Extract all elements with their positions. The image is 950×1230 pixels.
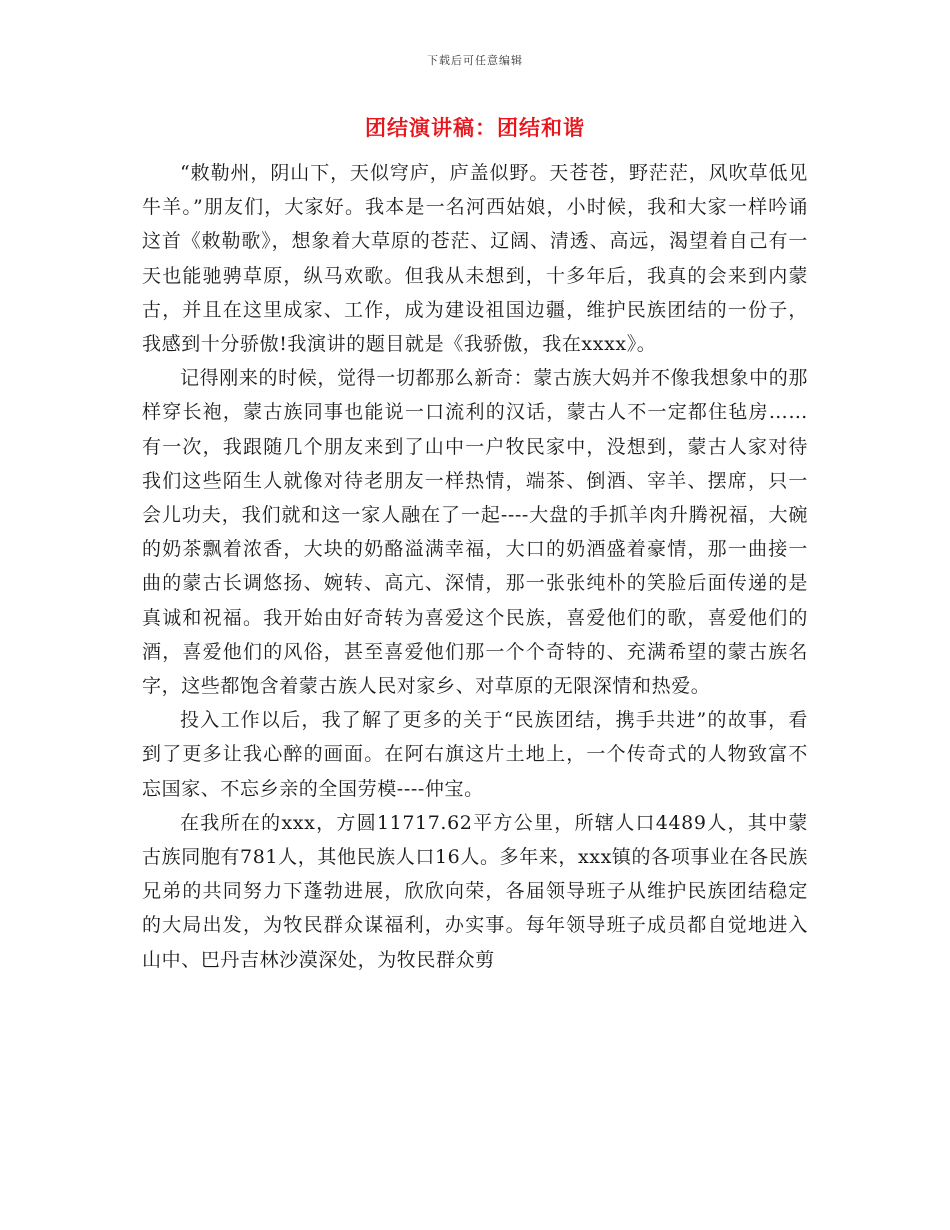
paragraph-2: 记得刚来的时候，觉得一切都那么新奇：蒙古族大妈并不像我想象中的那样穿长袍，蒙古族同事也能说一口流利的汉话，蒙古人不一定都住毡房……有一次，我跟随几个朋友来到了山中一户牧民家中，没想到，蒙古人家对待我们这些陌生人就像对待老朋友一样热情，端茶、倒酒、宰羊、摆席，只一会儿功夫，我们就和这一家人融在了一起----大盘的手抓羊肉升腾祝福，大碗的奶茶飘着浓香，大块的奶酪溢满幸福，大口的奶酒盛着豪情，那一曲接一曲的蒙古长调悠扬、婉转、高亢、深情，那一张张纯朴的笑脸后面传递的是真诚和祝福。我开始由好奇转为喜爱这个民族，喜爱他们的歌，喜爱他们的酒，喜爱他们的风俗，甚至喜爱他们那一个个奇特的、充满希望的蒙古族名字，这些都饱含着蒙古族人民对家乡、对草原的无限深情和热爱。 bbox=[142, 367, 808, 698]
document-body bbox=[142, 156, 808, 977]
paragraph-3: 投入工作以后，我了解了更多的关于“民族团结，携手共进”的故事，看到了更多让我心醉的画面。在阿右旗这片土地上，一个传奇式的人物致富不忘国家、不忘乡亲的全国劳模----仲宝。 bbox=[142, 709, 808, 800]
document-title: 团结演讲稿：团结和谐 bbox=[365, 115, 585, 140]
paragraph-1: “敕勒州，阴山下，天似穹庐，庐盖似野。天苍苍，野茫茫，风吹草低见牛羊。”朋友们，大家好。我本是一名河西姑娘，小时候，我和大家一样吟诵这首《敕勒歌》，想象着大草原的苍茫、辽阔、清透、高远，渴望着自己有一天也能驰骋草原，纵马欢歌。但我从未想到，十多年后，我真的会来到内蒙古，并且在这里成家、工作，成为建设祖国边疆，维护民族团结的一份子，我感到十分骄傲!我演讲的题目就是《我骄傲，我在xxxx》。 bbox=[142, 162, 808, 356]
header-note: 下载后可任意编辑 bbox=[427, 54, 523, 67]
paragraph-4: 在我所在的xxx，方圆11717.62平方公里，所辖人口4489人，其中蒙古族同胞有781人，其他民族人口16人。多年来，xxx镇的各项事业在各民族兄弟的共同努力下蓬勃进展，欣欣向荣，各届领导班子从维护民族团结稳定的大局出发，为牧民群众谋福利，办实事。每年领导班子成员都自觉地进入山中、巴丹吉林沙漠深处，为牧民群众剪 bbox=[142, 811, 808, 971]
